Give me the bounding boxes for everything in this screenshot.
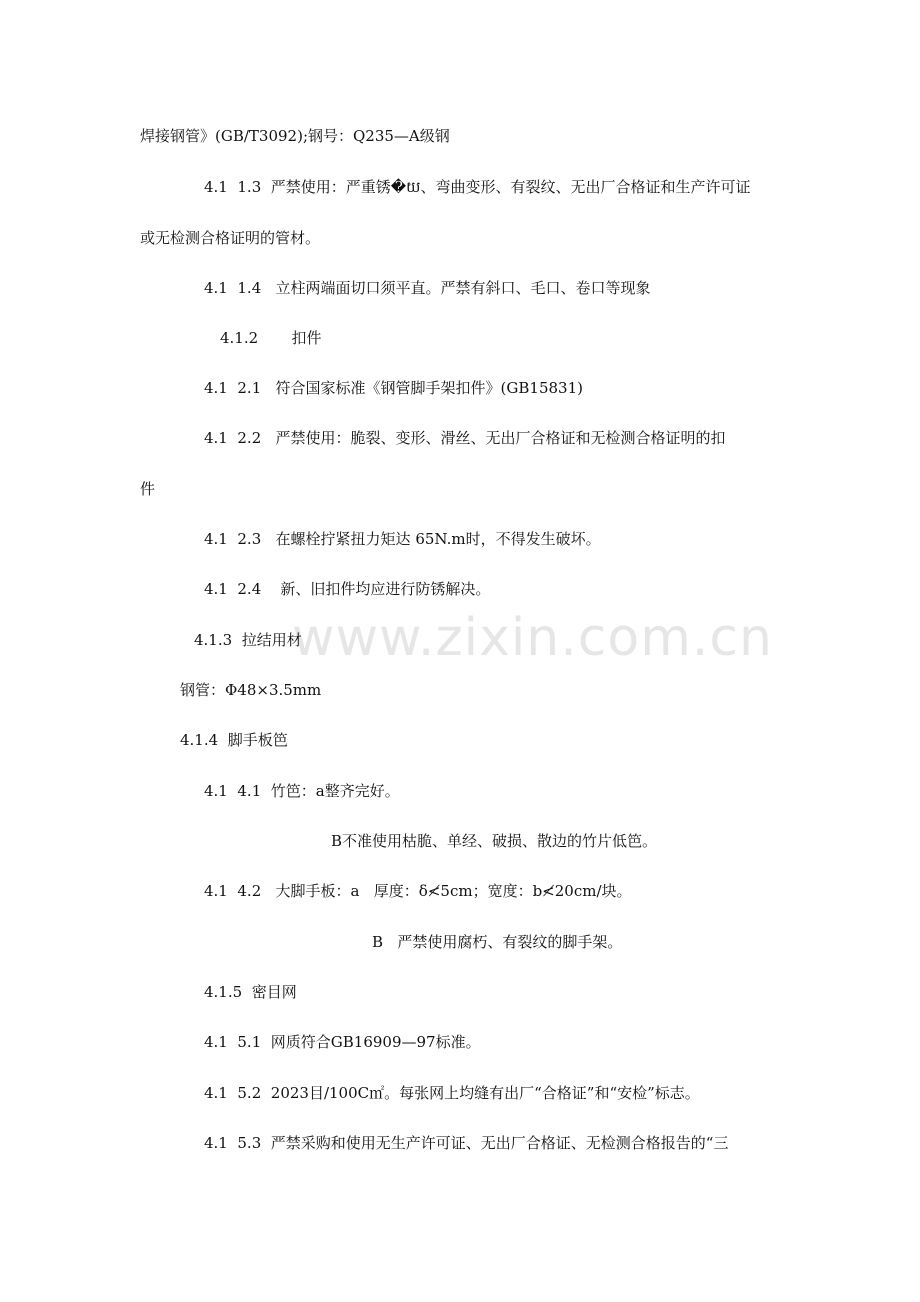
text-line: 4.1 2.4 新、旧扣件均应进行防锈解决。 (204, 580, 491, 598)
text-line: 4.1 4.1 竹笆：a整齐完好。 (204, 782, 400, 800)
text-line: 钢管：Φ48×3.5mm (180, 681, 322, 699)
text-line: 4.1 5.3 严禁采购和使用无生产许可证、无出厂合格证、无检测合格报告的“三 (204, 1134, 729, 1152)
text-line: 4.1 1.4 立柱两端面切口须平直。严禁有斜口、毛口、卷口等现象 (204, 279, 651, 297)
text-line: B 严禁使用腐朽、有裂纹的脚手架。 (372, 933, 623, 951)
text-line: 4.1 2.2 严禁使用：脆裂、变形、滑丝、无出厂合格证和无检测合格证明的扣 (204, 429, 726, 447)
text-line: 4.1 5.2 2023目/100C㎡。每张网上均缝有出厂“合格证”和“安检”标志。 (204, 1084, 700, 1102)
section-heading: 4.1.4 脚手板笆 (180, 731, 288, 749)
section-heading: 4.1.5 密目网 (204, 983, 297, 1001)
text-line: 4.1 4.2 大脚手板：a 厚度：δ≮5cm；宽度：b≮20cm/块。 (204, 882, 632, 900)
section-heading: 4.1.2 扣件 (220, 329, 322, 347)
text-line: 件 (140, 480, 156, 498)
text-line: B不准使用枯脆、单经、破损、散边的竹片低笆。 (331, 832, 658, 850)
text-line: 4.1 1.3 严禁使用：严重锈�យ、弯曲变形、有裂纹、无出厂合格证和生产许可证 (204, 178, 751, 196)
section-heading: 4.1.3 拉结用材 (194, 631, 302, 649)
text-line: 焊接钢管》(GB/T3092);钢号：Q235—A级钢 (140, 127, 450, 145)
watermark-text: www.zixin.com.cn (292, 608, 773, 668)
text-line: 4.1 5.1 网质符合GB16909—97标准。 (204, 1033, 481, 1051)
text-line: 4.1 2.3 在螺栓拧紧扭力矩达 65N.m时，不得发生破坏。 (204, 530, 601, 548)
text-line: 或无检测合格证明的管材。 (140, 229, 321, 247)
text-line: 4.1 2.1 符合国家标准《钢管脚手架扣件》(GB15831) (204, 379, 583, 397)
